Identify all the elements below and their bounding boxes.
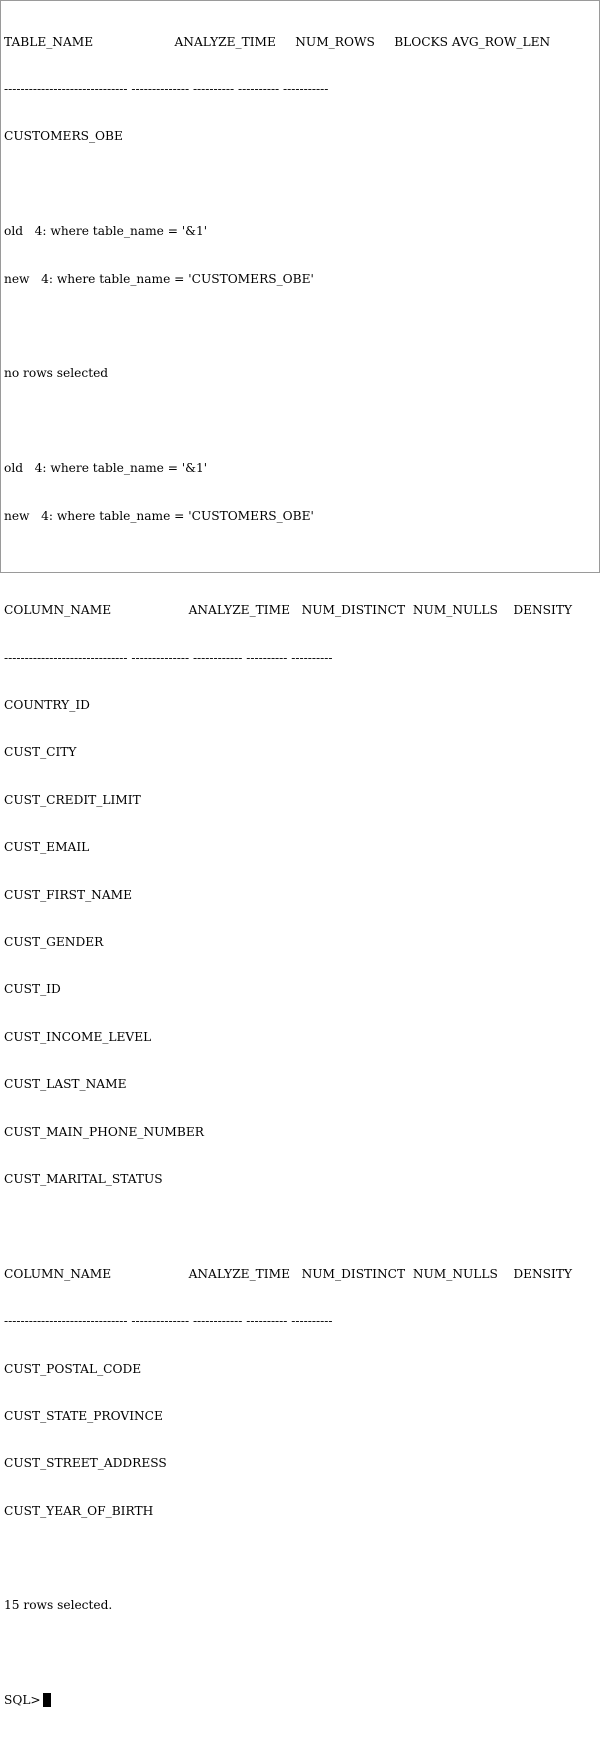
column-stats-separator: ------------------------------ -------------- ------------ ---------- ---------- (4, 650, 333, 665)
column-row: CUST_LAST_NAME (4, 1077, 127, 1092)
terminal-output (4, 3, 572, 1741)
blank-line (4, 1551, 572, 1567)
column-row: CUST_INCOME_LEVEL (4, 1029, 152, 1044)
column-row: CUST_EMAIL (4, 840, 90, 855)
column-row: CUST_ID (4, 982, 61, 997)
no-rows-message: no rows selected (4, 366, 109, 381)
command-prompt-line[interactable] (4, 1693, 572, 1709)
blank-line (4, 414, 572, 430)
column-row: CUST_CREDIT_LIMIT (4, 792, 141, 807)
substitution-old-line: old 4: where table_name = '&1' (4, 461, 208, 476)
column-row: CUST_GENDER (4, 935, 104, 950)
sql-prompt: SQL> (4, 1693, 41, 1708)
column-row: CUST_STREET_ADDRESS (4, 1456, 167, 1471)
text-cursor[interactable] (43, 1693, 51, 1707)
blank-line (4, 319, 572, 335)
table-stats-row: CUSTOMERS_OBE (4, 129, 123, 144)
column-stats-header: COLUMN_NAME ANALYZE_TIME NUM_DISTINCT NUM_NULLS DENSITY (4, 1266, 572, 1281)
substitution-new-line: new 4: where table_name = 'CUSTOMERS_OBE' (4, 271, 314, 286)
table-stats-header: TABLE_NAME ANALYZE_TIME NUM_ROWS BLOCKS AVG_ROW_LEN (4, 34, 551, 49)
blank-line (4, 1646, 572, 1662)
blank-line (4, 1219, 572, 1235)
rows-selected-message: 15 rows selected. (4, 1598, 113, 1613)
blank-line (4, 177, 572, 193)
column-row: CUST_MAIN_PHONE_NUMBER (4, 1124, 204, 1139)
blank-line (4, 556, 572, 572)
substitution-old-line: old 4: where table_name = '&1' (4, 224, 208, 239)
substitution-new-line: new 4: where table_name = 'CUSTOMERS_OBE' (4, 508, 314, 523)
column-row: CUST_CITY (4, 745, 77, 760)
column-row: CUST_YEAR_OF_BIRTH (4, 1503, 154, 1518)
column-row: COUNTRY_ID (4, 698, 90, 713)
column-stats-separator: ------------------------------ -------------- ------------ ---------- ---------- (4, 1314, 333, 1329)
column-row: CUST_POSTAL_CODE (4, 1361, 142, 1376)
column-stats-header: COLUMN_NAME ANALYZE_TIME NUM_DISTINCT NUM_NULLS DENSITY (4, 603, 572, 618)
table-stats-separator: ------------------------------ -------------- ---------- ---------- ----------- (4, 81, 329, 96)
column-row: CUST_FIRST_NAME (4, 887, 133, 902)
column-row: CUST_STATE_PROVINCE (4, 1408, 163, 1423)
column-row: CUST_MARITAL_STATUS (4, 1171, 163, 1186)
